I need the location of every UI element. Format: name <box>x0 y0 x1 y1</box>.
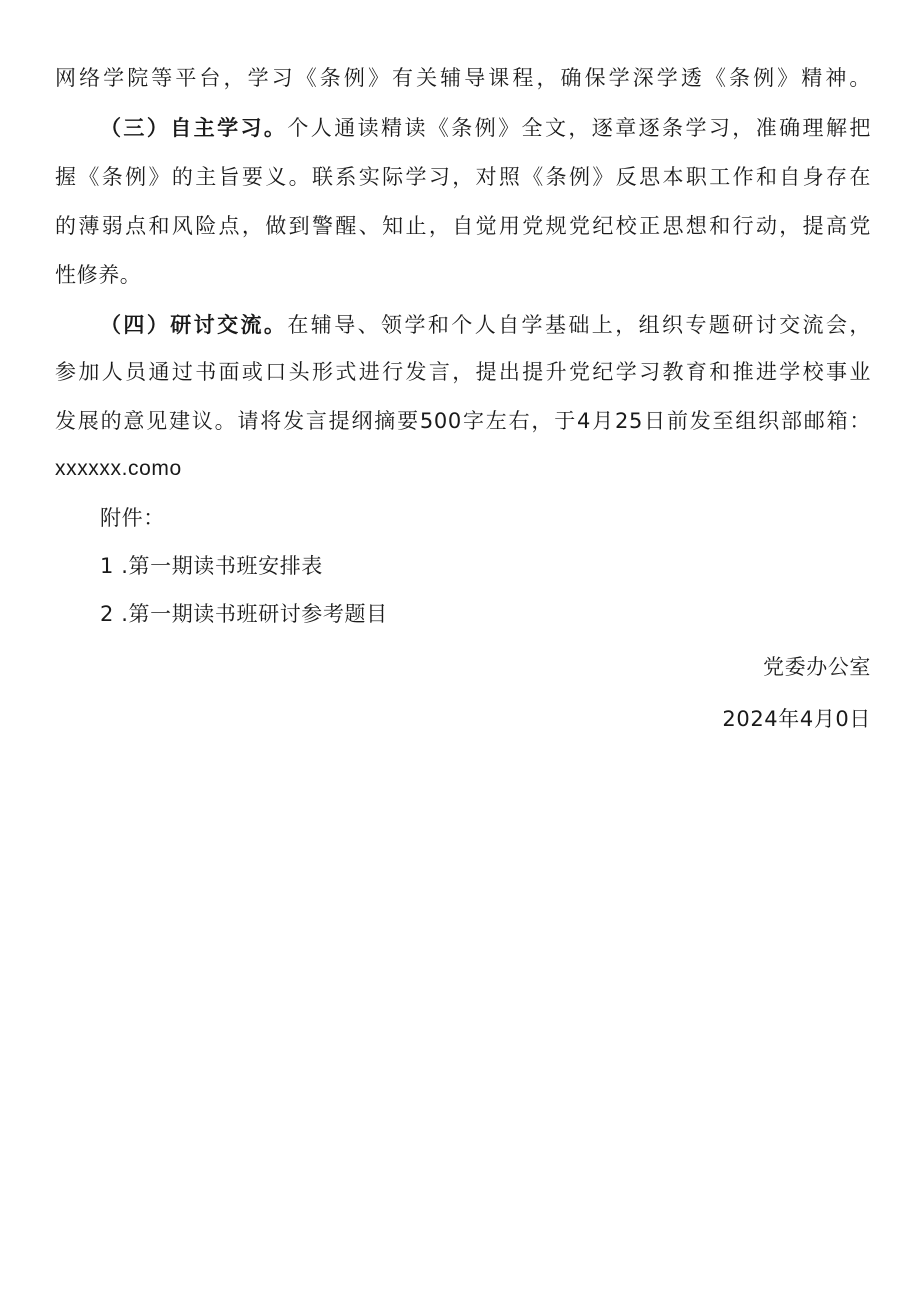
signature-org: 党委办公室 <box>763 655 871 679</box>
section-4-heading: （四）研讨交流。 <box>100 313 288 337</box>
attachment-item: 2 .第一期读书班研讨参考题目 <box>100 602 388 626</box>
signature-date: 2024年4月0日 <box>722 707 871 731</box>
section-4-line-1 <box>100 310 871 340</box>
section-3-line-2: 握《条例》的主旨要义。联系实际学习，对照《条例》反思本职工作和自身存在 <box>55 165 871 189</box>
paragraph-line: 网络学院等平台，学习《条例》有关辅导课程，确保学深学透《条例》精神。 <box>55 66 871 90</box>
section-4-line-3: 发展的意见建议。请将发言提纲摘要500字左右，于4月25日前发至组织部邮箱： <box>55 409 871 433</box>
section-3-line-4: 性修养。 <box>55 263 142 287</box>
section-4-line-2: 参加人员通过书面或口头形式进行发言，提出提升党纪学习教育和推进学校事业 <box>55 360 871 384</box>
attachment-item: 1 .第一期读书班安排表 <box>100 554 323 578</box>
attachments-label: 附件： <box>100 506 165 530</box>
section-4-text: 在辅导、领学和个人自学基础上，组织专题研讨交流会， <box>287 313 871 337</box>
section-3-text: 个人通读精读《条例》全文，逐章逐条学习，准确理解把 <box>287 116 871 140</box>
section-3-heading: （三）自主学习。 <box>100 116 288 140</box>
section-3-line-1 <box>100 113 871 143</box>
email-address: xxxxxx.como <box>55 457 182 480</box>
section-3-line-3: 的薄弱点和风险点，做到警醒、知止，自觉用党规党纪校正思想和行动，提高党 <box>55 214 871 238</box>
